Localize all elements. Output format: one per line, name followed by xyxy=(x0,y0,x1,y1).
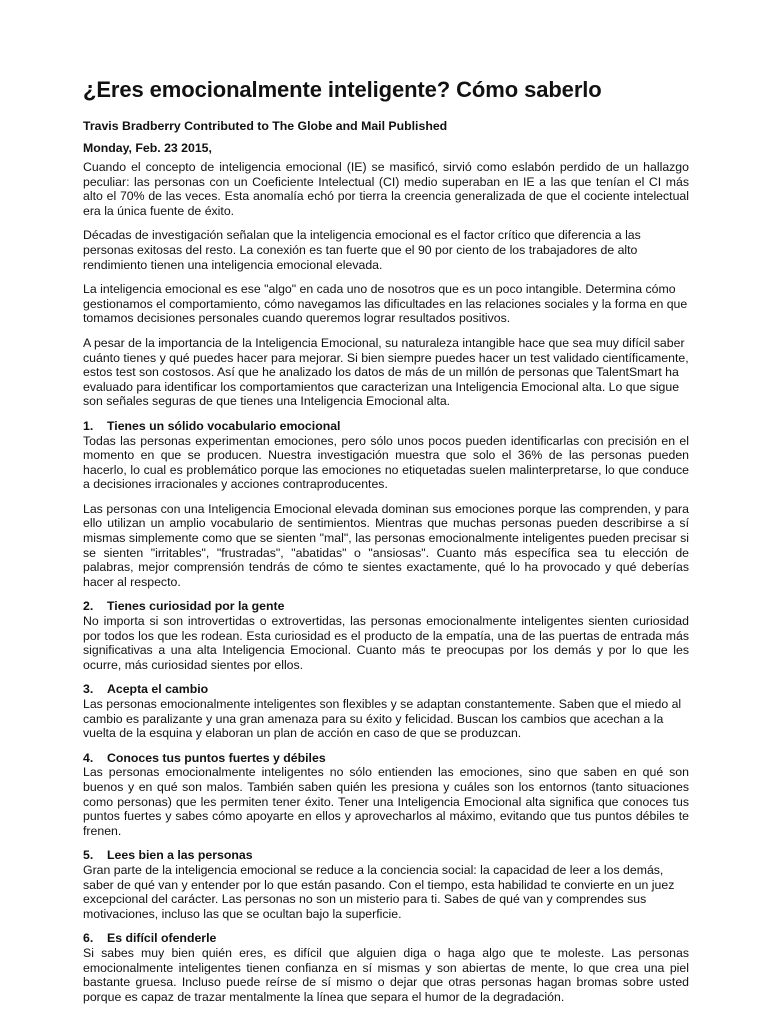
section-paragraph: No importa si son introvertidas o extrovertidas, las personas emocionalmente inteligentes sienten curiosidad por todos los que les rodean. Esta curiosidad es el producto de la empatía, una de las puertas de entrada más significativas a una alta Inteligencia Emocional. Cuanto más te preocupas por los demás y por lo que les ocurre, más curiosidad sientes por ellos. xyxy=(83,614,689,672)
section-heading xyxy=(83,682,689,697)
section-4 xyxy=(83,751,689,839)
section-number: 5. xyxy=(83,848,94,863)
section-number: 2. xyxy=(83,599,94,614)
section-heading xyxy=(83,419,689,434)
section-heading xyxy=(83,599,689,614)
section-number: 1. xyxy=(83,418,94,433)
section-heading xyxy=(83,751,689,766)
section-paragraph: Gran parte de la inteligencia emocional se reduce a la conciencia social: la capacidad de leer a los demás, saber de qué van y entender por lo que están pasando. Con el tiempo, esta habilidad te convierte en un juez excepcional del carácter. Las personas no son un misterio para ti. Sabes de qué van y comprendes sus motivaciones, incluso las que se ocultan bajo la superficie. xyxy=(83,862,675,921)
intro-paragraph: A pesar de la importancia de la Inteligencia Emocional, su naturaleza intangible hace que sea muy difícil saber cuánto tienes y qué puedes hacer para mejorar. Si bien siempre puedes hacer un test validado científicamente, estos test son costosos. Así que he analizado los datos de más de un millón de personas que TalentSmart ha evaluado para identificar los comportamientos que caracterizan una Inteligencia Emocional alta. Lo que sigue son señales seguras de que tienes una Inteligencia Emocional alta. xyxy=(83,335,689,409)
section-number: 4. xyxy=(83,750,94,765)
section-paragraph: Las personas emocionalmente inteligentes son flexibles y se adaptan constantemente. Saben que el miedo al cambio es paralizante y una gran amenaza para su éxito y felicidad. Buscan los cambios que acechan a la vuelta de la esquina y elaboran un plan de acción en caso de que se produzcan. xyxy=(83,697,682,741)
section-5 xyxy=(83,848,689,921)
section-1 xyxy=(83,419,689,590)
section-paragraph: Las personas emocionalmente inteligentes no sólo entienden las emociones, sino que saben en qué son buenos y en qué son malos. También saben quién les presiona y cuáles son los entornos (tanto situaciones como personas) que les permiten tener éxito. Tener una Inteligencia Emocional alta significa que conoces tus puntos fuertes y sabes cómo apoyarte en ellos y aprovecharlos al máximo, evitando que tus puntos débiles te frenen. xyxy=(83,765,689,838)
section-heading-text: Tienes un sólido vocabulario emocional xyxy=(107,418,341,433)
section-heading-text: Es difícil ofenderle xyxy=(107,931,217,946)
article-byline: Travis Bradberry Contributed to The Globe and Mail Published xyxy=(83,119,448,133)
intro-paragraph: La inteligencia emocional es ese "algo" en cada uno de nosotros que es un poco intangible. Determina cómo gestionamos el comportamiento, cómo navegamos las dificultades en las relaciones sociales y la forma en que tomamos decisiones personales cuando queremos lograr resultados positivos. xyxy=(83,282,688,326)
section-heading xyxy=(83,848,689,863)
section-heading-text: Lees bien a las personas xyxy=(107,848,253,863)
section-6 xyxy=(83,931,689,1004)
section-heading-text: Acepta el cambio xyxy=(107,682,209,697)
section-number: 6. xyxy=(83,931,94,946)
intro-paragraph: Cuando el concepto de inteligencia emocional (IE) se masificó, sirvió como eslabón perdido de un hallazgo peculiar: las personas con un Coeficiente Intelectual (CI) medio superaban en IE a las que tenían el CI más alto el 70% de las veces. Esta anomalía echó por tierra la creencia generalizada de que el cociente intelectual era la única fuente de éxito. xyxy=(83,160,689,218)
section-heading-text: Tienes curiosidad por la gente xyxy=(107,599,285,614)
intro-paragraph: Décadas de investigación señalan que la inteligencia emocional es el factor crítico que diferencia a las personas exitosas del resto. La conexión es tan fuerte que el 90 por ciento de los trabajadores de alto rendimiento tienen una inteligencia emocional elevada. xyxy=(83,228,641,272)
section-heading-text: Conoces tus puntos fuertes y débiles xyxy=(107,750,326,765)
section-paragraph: Si sabes muy bien quién eres, es difícil que alguien diga o haga algo que te moleste. Las personas emocionalmente inteligentes tienen confianza en sí mismas y son abiertas de mente, lo que crea una piel bastante gruesa. Incluso puede reírse de sí mismo o dejar que otras personas hagan bromas sobre usted porque es capaz de trazar mentalmente la línea que separa el humor de la degradación. xyxy=(83,945,689,1004)
section-heading xyxy=(83,931,689,946)
section-2 xyxy=(83,599,689,672)
section-number: 3. xyxy=(83,682,94,697)
section-3 xyxy=(83,682,689,740)
article-title: ¿Eres emocionalmente inteligente? Cómo saberlo xyxy=(83,77,602,102)
section-paragraph: Las personas con una Inteligencia Emocional elevada dominan sus emociones porque las comprenden, y para ello utilizan un amplio vocabulario de sentimientos. Mientras que muchas personas pueden describirse a sí mismas simplemente como que se sienten "mal", las personas emocionalmente inteligentes pueden precisar si se sienten "irritables", "frustradas", "abatidas" o "ansiosas". Cuanto más específica sea tu elección de palabras, mejor comprensión tendrás de cómo te sientes exactamente, qué lo ha provocado y qué deberías hacer al respecto. xyxy=(83,501,689,589)
article-date: Monday, Feb. 23 2015, xyxy=(83,141,212,155)
section-paragraph: Todas las personas experimentan emociones, pero sólo unos pocos pueden identificarlas con precisión en el momento en que se producen. Nuestra investigación muestra que solo el 36% de las personas pueden hacerlo, lo cual es problemático porque las emociones no etiquetadas suelen malinterpretarse, lo que conduce a decisiones irracionales y acciones contraproducentes. xyxy=(83,433,689,492)
document-page xyxy=(83,76,689,1014)
